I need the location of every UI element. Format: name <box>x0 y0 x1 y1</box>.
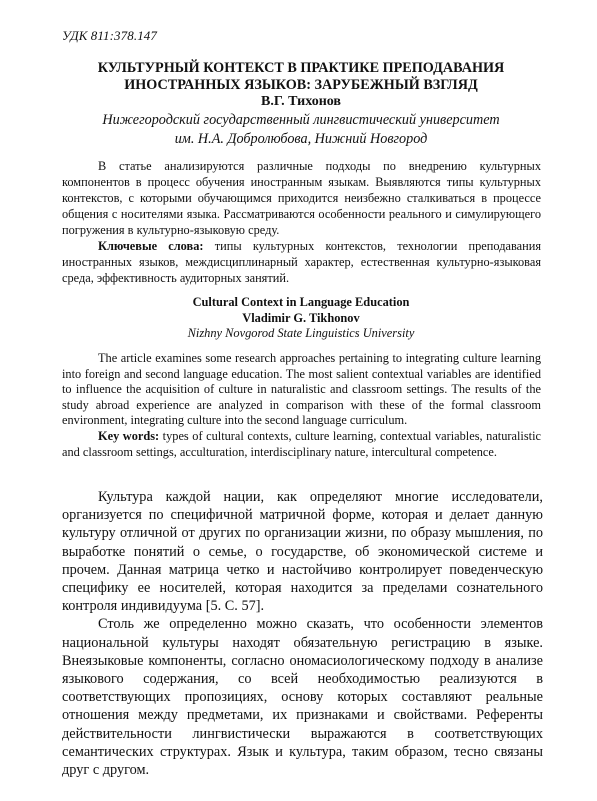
abstract-ru <box>62 158 541 286</box>
body-paragraph-1: Культура каждой нации, как определяют многие исследователи, организуется по специфичной матричной форме, которая и делает данную культуру отличной от других по организации жизни, по образу мышления, по выработке понятий о семье, о государстве, об экономической системе и прочем. Данная матрица четко и настойчиво контролирует поведенческую специфику ее носителей, которая находится за пределами сознательного контроля индивидуума [5. С. 57]. <box>62 489 543 615</box>
article-body <box>62 488 543 779</box>
affiliation-line-1: Нижегородский государственный лингвистический университет <box>102 112 500 128</box>
title-en: Cultural Context in Language Education <box>192 295 410 309</box>
keywords-ru-text: типы культурных контекстов, технологии преподавания иностранных языков, междисциплинарный характер, естественная культурно-языковая среда, эффективность аудиторных занятий. <box>62 239 541 285</box>
keywords-en <box>62 429 541 460</box>
author-affiliation <box>62 111 540 149</box>
affiliation-line-2: им. Н.А. Добролюбова, Нижний Новгород <box>174 131 428 147</box>
body-paragraph-2: Столь же определенно можно сказать, что особенности элементов национальной культуры находят обязательную регистрацию в языке. Внеязыковые компоненты, согласно ономасиологическому подходу в анализе языкового содержания, со всей необходимостью реализуются в соответствующих пропозициях, основу которых составляют реальные отношения между предметами, их признаками и свойствами. Референты действительности лингвистически выражаются в соответствующих семантических структурах. Язык и культура, таким образом, тесно связаны друг с другом. <box>62 616 543 779</box>
keywords-ru <box>62 238 541 286</box>
udk-code: УДК 811:378.147 <box>62 28 157 43</box>
abstract-en <box>62 351 541 460</box>
article-title: КУЛЬТУРНЫЙ КОНТЕКСТ В ПРАКТИКЕ ПРЕПОДАВАНИЯ ИНОСТРАННЫХ ЯЗЫКОВ: ЗАРУБЕЖНЫЙ ВЗГЛЯД <box>97 60 505 93</box>
affiliation-en: Nizhny Novgorod State Linguistics University <box>187 326 415 340</box>
abstract-en-text: The article examines some research approaches pertaining to integrating culture learning into foreign and second language education. The most salient contextual variables are identified to influence the acquisition of culture in naturalistic and classroom settings. The results of the study abroad experience are analyzed in comparison with these of the formal classroom environment, integrating culture into the second language curriculum. <box>62 351 541 428</box>
keywords-en-label: Key words: <box>98 428 160 443</box>
keywords-ru-label: Ключевые слова: <box>98 239 204 253</box>
abstract-ru-text: В статье анализируются различные подходы по внедрению культурных компонентов в процесс обучения иностранным языкам. Выявляются типы культурных контекстов, с которыми обучающимся приходится неизбежно сталкиваться в процессе общения с носителями языка. Рассматриваются особенности реального и симулирующего погружения в культурно-языковую среду. <box>62 159 541 237</box>
author-name: В.Г. Тихонов <box>261 94 341 109</box>
author-en: Vladimir G. Tikhonov <box>242 311 360 325</box>
keywords-en-text: types of cultural contexts, culture learning, contextual variables, naturalistic and classroom settings, acculturation, interdisciplinary nature, intercultural competence. <box>62 428 541 459</box>
